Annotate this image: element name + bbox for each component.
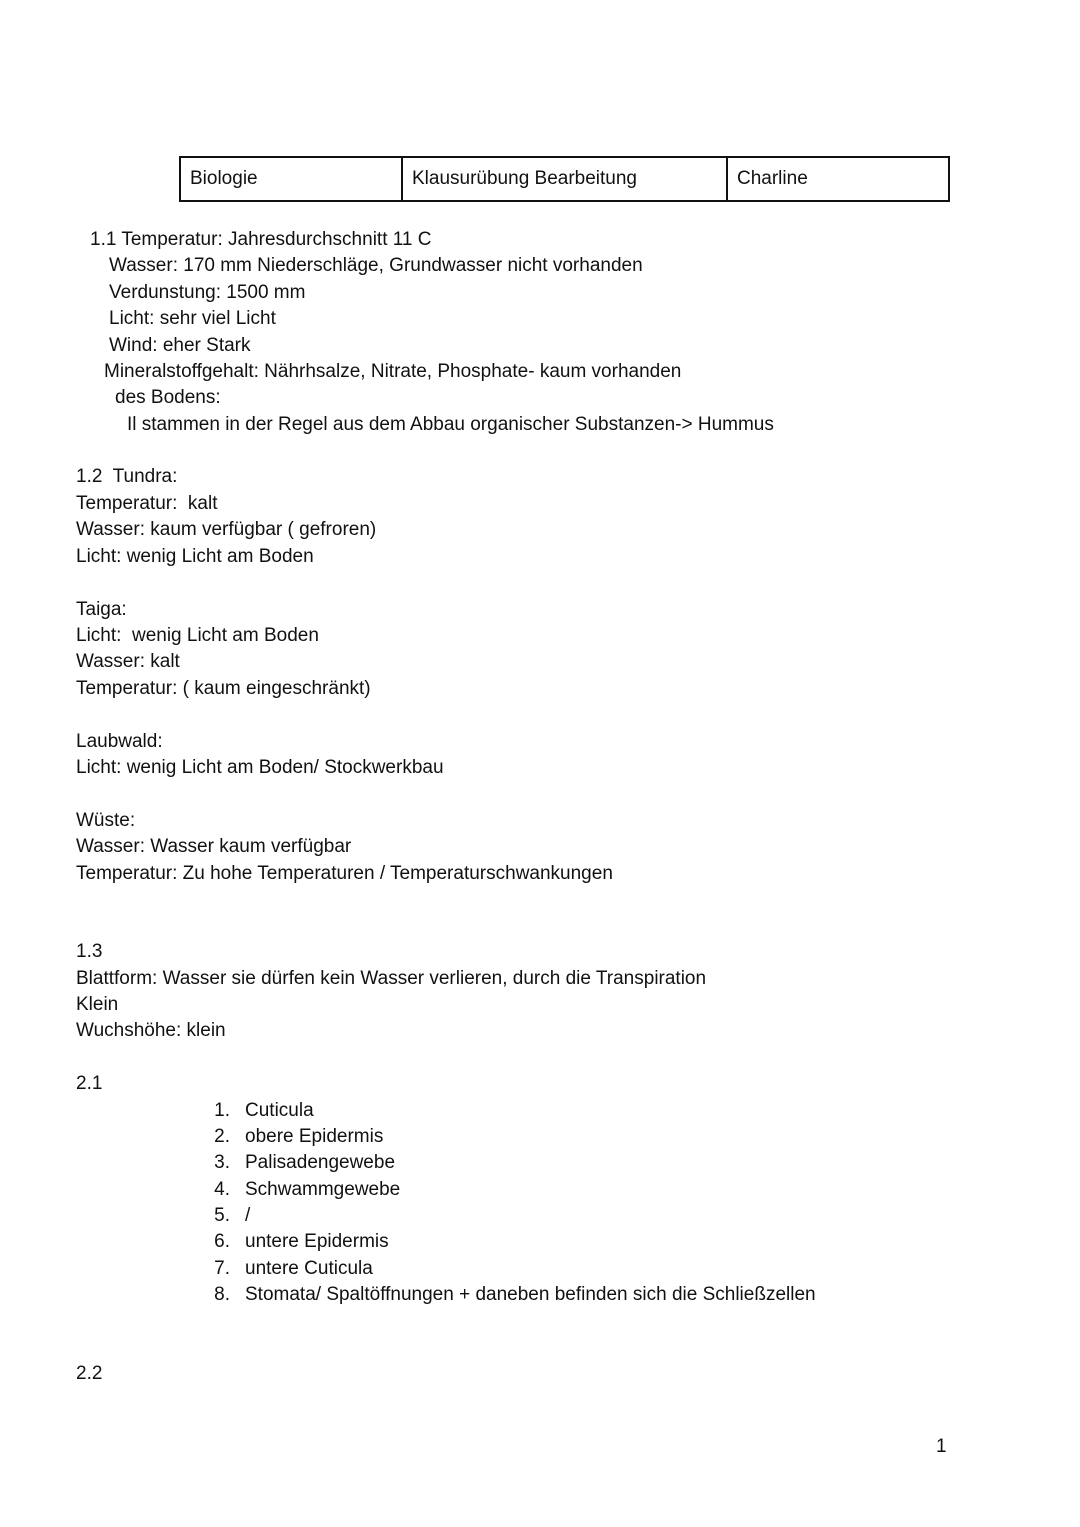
s12-tundra-temp: Temperatur: kalt: [76, 493, 218, 514]
list-item-number: 3.: [214, 1152, 230, 1173]
s13-wuchshoehe: Wuchshöhe: klein: [76, 1020, 226, 1041]
list-item: Schwammgewebe: [245, 1179, 401, 1200]
list-item-number: 4.: [214, 1179, 230, 1200]
list-item-number: 6.: [214, 1231, 230, 1252]
s11-wind: Wind: eher Stark: [109, 335, 251, 356]
page-number: 1: [936, 1436, 947, 1457]
header-table: [179, 156, 950, 202]
s22-heading: 2.2: [76, 1363, 103, 1384]
s11-wasser: Wasser: 170 mm Niederschläge, Grundwasser nicht vorhanden: [109, 255, 643, 276]
list-item-number: 2.: [214, 1126, 230, 1147]
s12-heading: 1.2 Tundra:: [76, 466, 178, 487]
list-item: Stomata/ Spaltöffnungen + daneben befinden sich die Schließzellen: [245, 1284, 816, 1305]
list-item-number: 5.: [214, 1205, 230, 1226]
s12-taiga-licht: Licht: wenig Licht am Boden: [76, 625, 319, 646]
s13-heading: 1.3: [76, 941, 103, 962]
s11-verdunstung: Verdunstung: 1500 mm: [109, 282, 306, 303]
list-item: obere Epidermis: [245, 1126, 384, 1147]
s11-temperatur: 1.1 Temperatur: Jahresdurchschnitt 11 C: [90, 229, 432, 250]
s12-taiga: Taiga:: [76, 599, 127, 620]
s12-tundra-licht: Licht: wenig Licht am Boden: [76, 546, 314, 567]
list-item: Palisadengewebe: [245, 1152, 396, 1173]
list-item-number: 1.: [214, 1100, 230, 1121]
s11-boden: des Bodens:: [115, 387, 221, 408]
list-item: Cuticula: [245, 1100, 314, 1121]
list-item-number: 8.: [214, 1284, 230, 1305]
list-item-number: 7.: [214, 1258, 230, 1279]
list-item: untere Epidermis: [245, 1231, 389, 1252]
header-title: Klausurübung Bearbeitung: [402, 157, 727, 201]
s12-taiga-wasser: Wasser: kalt: [76, 651, 180, 672]
s13-blattform: Blattform: Wasser sie dürfen kein Wasser verlieren, durch die Transpiration: [76, 968, 707, 989]
list-item: untere Cuticula: [245, 1258, 373, 1279]
s11-hummus: Il stammen in der Regel aus dem Abbau organischer Substanzen-> Hummus: [127, 414, 774, 435]
s11-licht: Licht: sehr viel Licht: [109, 308, 276, 329]
list-item: /: [245, 1205, 251, 1226]
s12-laubwald: Laubwald:: [76, 731, 163, 752]
s21-heading: 2.1: [76, 1073, 103, 1094]
s11-mineral: Mineralstoffgehalt: Nährhsalze, Nitrate, Phosphate- kaum vorhanden: [104, 361, 682, 382]
s13-klein: Klein: [76, 994, 119, 1015]
header-name: Charline: [727, 157, 949, 201]
s12-laubwald-licht: Licht: wenig Licht am Boden/ Stockwerkbau: [76, 757, 444, 778]
header-subject: Biologie: [180, 157, 402, 201]
s12-wueste-temp: Temperatur: Zu hohe Temperaturen / Temperaturschwankungen: [76, 863, 613, 884]
s12-wueste: Wüste:: [76, 810, 136, 831]
s12-taiga-temp: Temperatur: ( kaum eingeschränkt): [76, 678, 371, 699]
s12-tundra-wasser: Wasser: kaum verfügbar ( gefroren): [76, 519, 377, 540]
s12-wueste-wasser: Wasser: Wasser kaum verfügbar: [76, 836, 352, 857]
